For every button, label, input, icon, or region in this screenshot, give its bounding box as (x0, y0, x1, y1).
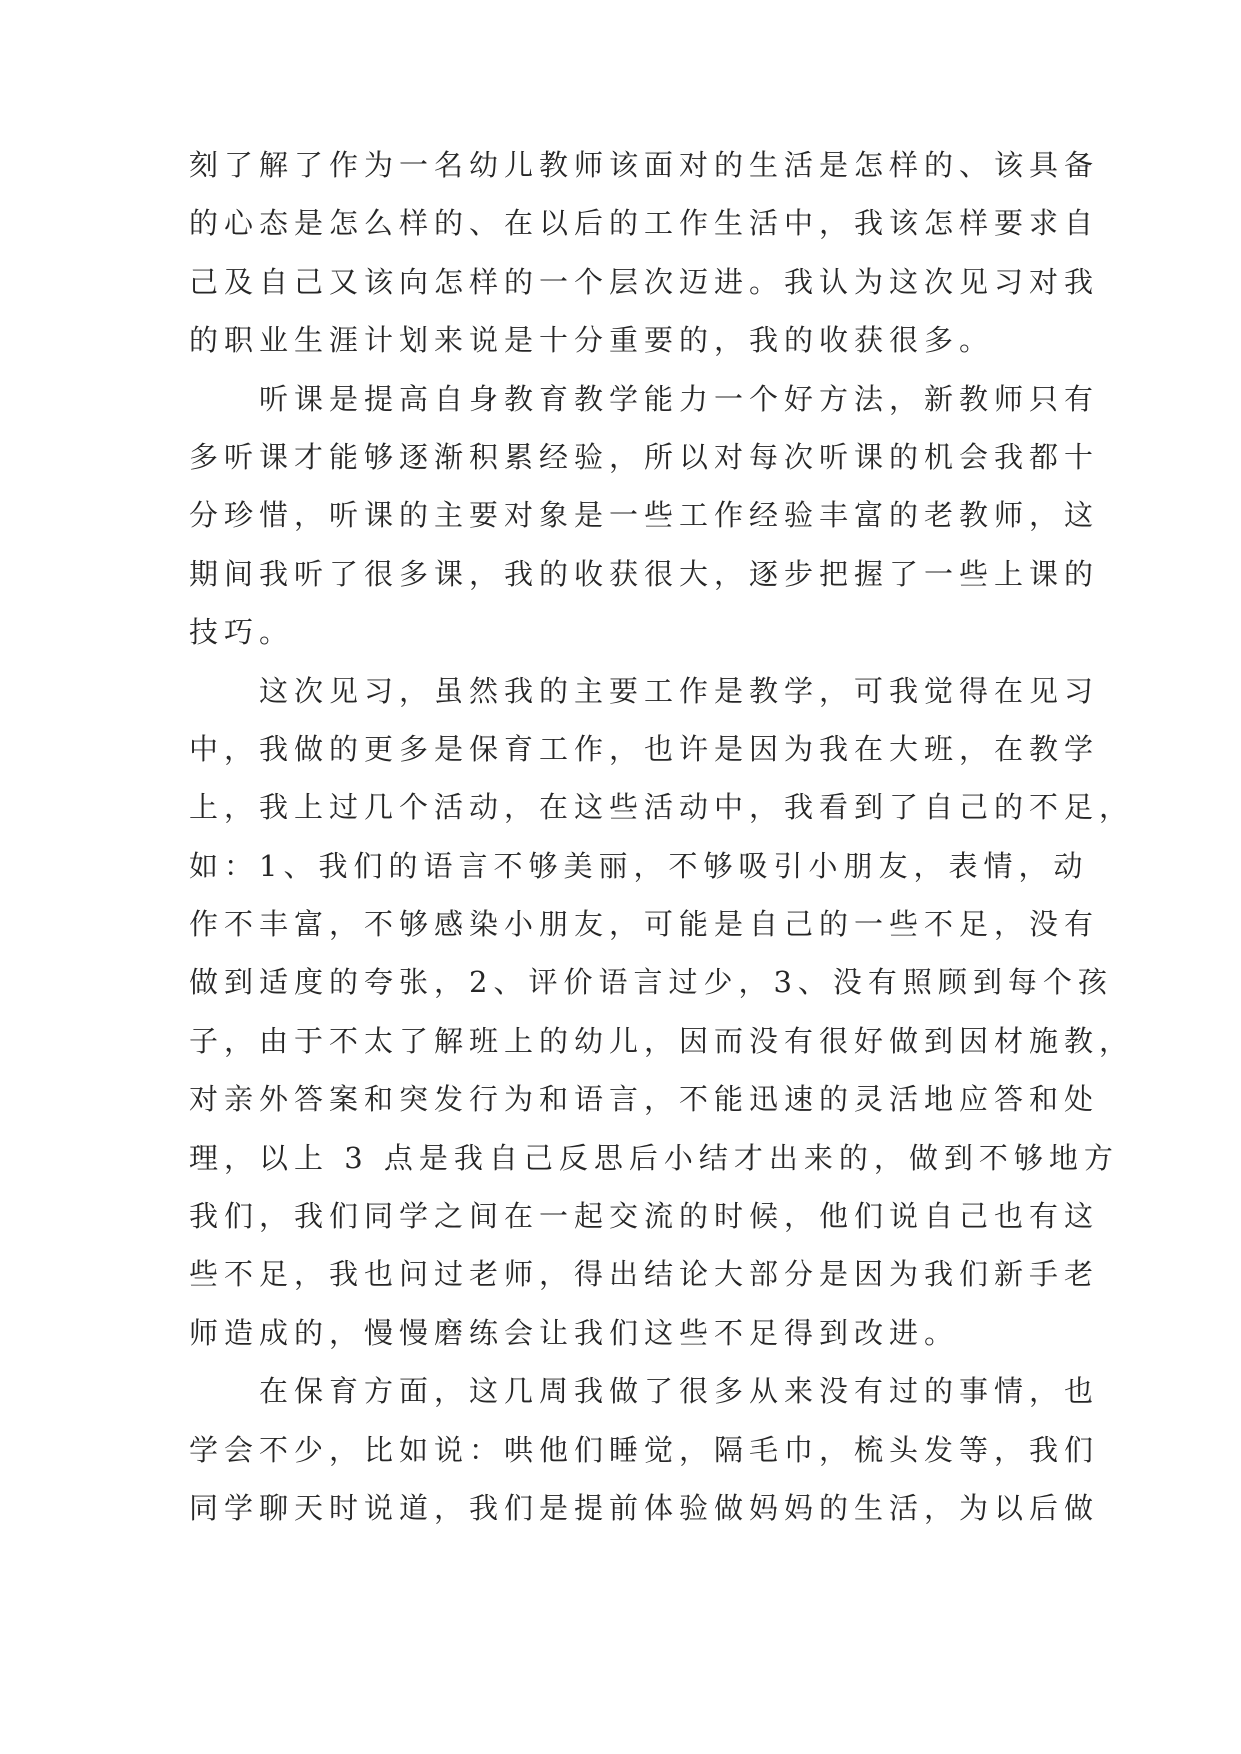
text-line: 己及自己又该向怎样的一个层次迈进。我认为这次见习对我 (189, 264, 1100, 299)
text-line: 些不足，我也问过老师，得出结论大部分是因为我们新手老 (189, 1257, 1100, 1292)
paragraph-3 (189, 662, 1135, 1363)
text-line: 中，我做的更多是保育工作，也许是因为我在大班，在教学 (189, 731, 1100, 766)
text-line: 这次见习，虽然我的主要工作是教学，可我觉得在见习 (189, 673, 1100, 708)
paragraph-1 (189, 136, 1100, 370)
text-line: 的职业生涯计划来说是十分重要的，我的收获很多。 (189, 323, 995, 358)
paragraph-4 (189, 1362, 1100, 1537)
text-line: 作不丰富，不够感染小朋友，可能是自己的一些不足，没有 (189, 907, 1100, 942)
text-line: 子，由于不太了解班上的幼儿，因而没有很好做到因材施教， (189, 1023, 1135, 1058)
text-line: 上，我上过几个活动，在这些活动中，我看到了自己的不足， (189, 790, 1135, 825)
text-line: 同学聊天时说道，我们是提前体验做妈妈的生活，为以后做 (189, 1490, 1100, 1525)
text-line: 理，以上 3 点是我自己反思后小结才出来的，做到不够地方 (189, 1140, 1119, 1175)
text-line: 刻了解了作为一名幼儿教师该面对的生活是怎样的、该具备 (189, 148, 1100, 182)
text-line: 师造成的，慢慢磨练会让我们这些不足得到改进。 (189, 1315, 960, 1350)
text-line: 的心态是怎么样的、在以后的工作生活中，我该怎样要求自 (189, 206, 1100, 241)
text-line: 我们，我们同学之间在一起交流的时候，他们说自己也有这 (189, 1199, 1100, 1234)
text-line: 对亲外答案和突发行为和语言，不能迅速的灵活地应答和处 (189, 1082, 1100, 1117)
text-line: 在保育方面，这几周我做了很多从来没有过的事情，也 (189, 1374, 1100, 1409)
paragraph-2 (189, 370, 1100, 662)
text-line: 做到适度的夸张，2、评价语言过少，3、没有照顾到每个孩 (189, 965, 1113, 1000)
text-line: 期间我听了很多课，我的收获很大，逐步把握了一些上课的 (189, 556, 1100, 591)
text-line: 分珍惜，听课的主要对象是一些工作经验丰富的老教师，这 (189, 498, 1100, 533)
text-line: 如：1、我们的语言不够美丽，不够吸引小朋友，表情，动 (189, 848, 1089, 883)
text-line: 听课是提高自身教育教学能力一个好方法，新教师只有 (189, 381, 1100, 416)
document-body (189, 136, 1135, 1537)
text-line: 学会不少，比如说：哄他们睡觉，隔毛巾，梳头发等，我们 (189, 1432, 1100, 1467)
text-line: 技巧。 (189, 615, 295, 650)
text-line: 多听课才能够逐渐积累经验，所以对每次听课的机会我都十 (189, 439, 1100, 474)
